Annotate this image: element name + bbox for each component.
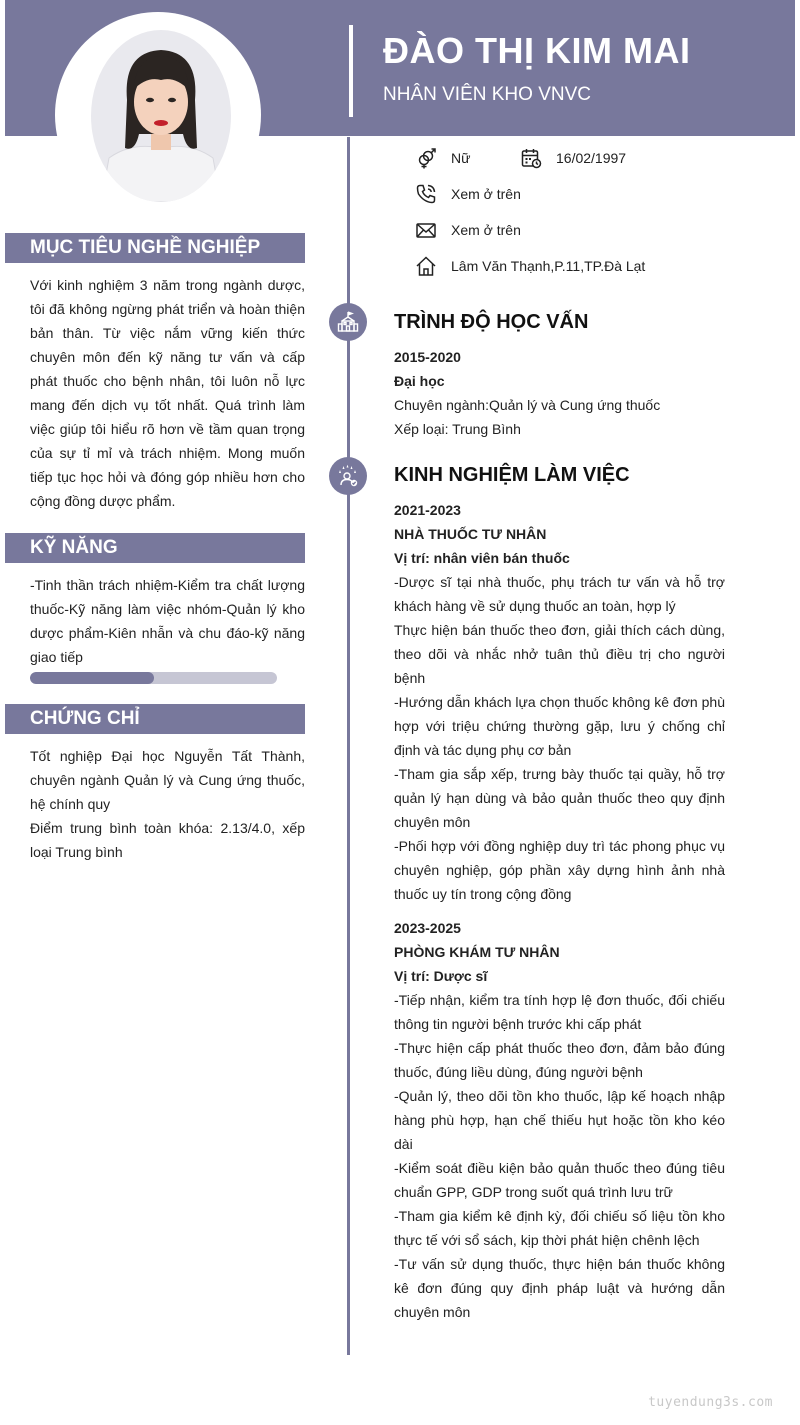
address-value: Lâm Văn Thạnh,P.11,TP.Đà Lạt [451, 258, 646, 274]
address-row [415, 255, 645, 277]
job-duty: -Hướng dẫn khách lựa chọn thuốc không kê đơn phù hợp với triệu chứng thường gặp, lưu ý chống chỉ định và tác dụng phụ cơ bản [394, 694, 725, 758]
skill-level-bar [30, 672, 277, 684]
watermark: tuyendung3s.com [648, 1395, 773, 1410]
job-duty: -Dược sĩ tại nhà thuốc, phụ trách tư vấn và hỗ trợ khách hàng về sử dụng thuốc an toàn, hợp lý [394, 574, 725, 614]
phone-value: Xem ở trên [451, 186, 521, 202]
job-company: PHÒNG KHÁM TƯ NHÂN [394, 944, 560, 960]
skill-level-fill [30, 672, 154, 684]
job-duty: -Tư vấn sử dụng thuốc, thực hiện bán thuốc không kê đơn đúng quy định pháp luật và hướng dẫn chuyên môn [394, 1256, 725, 1320]
birthday-value: 16/02/1997 [556, 150, 627, 166]
phone-row [415, 183, 521, 205]
job-duty: -Tham gia sắp xếp, trưng bày thuốc tại quầy, hỗ trợ quản lý hạn dùng và bảo quản thuốc theo quy định chuyên môn [394, 766, 725, 830]
home-icon [415, 255, 437, 277]
birthday-row [520, 147, 626, 169]
job-position: Vị trí: nhân viên bán thuốc [394, 550, 570, 566]
job-duty: -Quản lý, theo dõi tồn kho thuốc, lập kế hoạch nhập hàng phù hợp, hạn chế thiếu hụt hoặc tồn kho kéo dài [394, 1088, 725, 1152]
skills-heading: KỸ NĂNG [5, 533, 305, 563]
objective-heading: MỤC TIÊU NGHỀ NGHIỆP [5, 233, 305, 263]
phone-icon [415, 183, 437, 205]
job-period: 2021-2023 [394, 502, 461, 518]
job-title: NHÂN VIÊN KHO VNVC [383, 84, 591, 105]
school-icon [329, 303, 367, 341]
job-duty: Thực hiện bán thuốc theo đơn, giải thích cách dùng, theo dõi và nhắc nhở tuân thủ điều trị cho người bệnh [394, 622, 725, 686]
candidate-name: ĐÀO THỊ KIM MAI [383, 30, 691, 71]
job-position: Vị trí: Dược sĩ [394, 968, 488, 984]
envelope-icon [415, 219, 437, 241]
job-duty: -Tham gia kiểm kê định kỳ, đối chiếu số liệu tồn kho thực tế với sổ sách, kịp thời phát hiện chênh lệch [394, 1208, 725, 1248]
gender-value: Nữ [451, 150, 471, 166]
education-heading: TRÌNH ĐỘ HỌC VẤN [394, 311, 589, 333]
avatar [91, 30, 231, 202]
certificates-heading: CHỨNG CHỈ [5, 704, 305, 734]
education-major: Chuyên ngành:Quản lý và Cung ứng thuốc [394, 397, 661, 413]
objective-paragraph: Với kinh nghiệm 3 năm trong ngành dược, tôi đã không ngừng phát triển và hoàn thiện bản thân. Từ việc nắm vững kiến thức chuyên môn đến kỹ năng tư vấn và cấp phát thuốc cho bệnh nhân, tôi luôn nỗ lực mang đến dịch vụ tốt nhất. Quá trình làm việc giúp tôi hiểu rõ hơn về tầm quan trọng của sự tỉ mỉ và trách nhiệm. Mong muốn tiếp tục học hỏi và đóng góp nhiều hơn cho cộng đồng dược phẩm. [30, 277, 305, 509]
job-company: NHÀ THUỐC TƯ NHÂN [394, 526, 547, 542]
job-duty: -Tiếp nhận, kiểm tra tính hợp lệ đơn thuốc, đối chiếu thông tin người bệnh trước khi cấp phát [394, 992, 725, 1032]
gender-icon [415, 147, 437, 169]
work-experience-icon [329, 457, 367, 495]
job-duty: -Phối hợp với đồng nghiệp duy trì tác phong phục vụ chuyên nghiệp, góp phần xây dựng hình ảnh nhà thuốc uy tín trong cộng đồng [394, 838, 725, 902]
email-value: Xem ở trên [451, 222, 521, 238]
job-entry [394, 916, 725, 1324]
job-duty: -Thực hiện cấp phát thuốc theo đơn, đảm bảo đúng thuốc, đúng liều dùng, đúng người bệnh [394, 1040, 725, 1080]
gender-row [415, 147, 470, 169]
skills-paragraph: -Tinh thần trách nhiệm-Kiểm tra chất lượng thuốc-Kỹ năng làm việc nhóm-Quản lý kho dược phẩm-Kiên nhẫn và chu đáo-kỹ năng giao tiếp [30, 577, 305, 665]
certificate-line: Điểm trung bình toàn khóa: 2.13/4.0, xếp loại Trung bình [30, 820, 305, 860]
certificates-text [30, 744, 305, 864]
education-block [394, 345, 725, 441]
certificate-line: Tốt nghiệp Đại học Nguyễn Tất Thành, chuyên ngành Quản lý và Cung ứng thuốc, hệ chính quy [30, 748, 305, 812]
job-entry [394, 498, 725, 906]
experience-heading: KINH NGHIỆM LÀM VIỆC [394, 464, 630, 486]
education-degree: Đại học [394, 373, 445, 389]
name-accent-bar [349, 25, 353, 117]
education-rank: Xếp loại: Trung Bình [394, 421, 521, 437]
skills-text [30, 573, 305, 669]
objective-text [30, 273, 305, 513]
calendar-icon [520, 147, 542, 169]
job-duty: -Kiểm soát điều kiện bảo quản thuốc theo đúng tiêu chuẩn GPP, GDP trong suốt quá trình lưu trữ [394, 1160, 725, 1200]
email-row [415, 219, 521, 241]
job-period: 2023-2025 [394, 920, 461, 936]
education-period: 2015-2020 [394, 349, 461, 365]
